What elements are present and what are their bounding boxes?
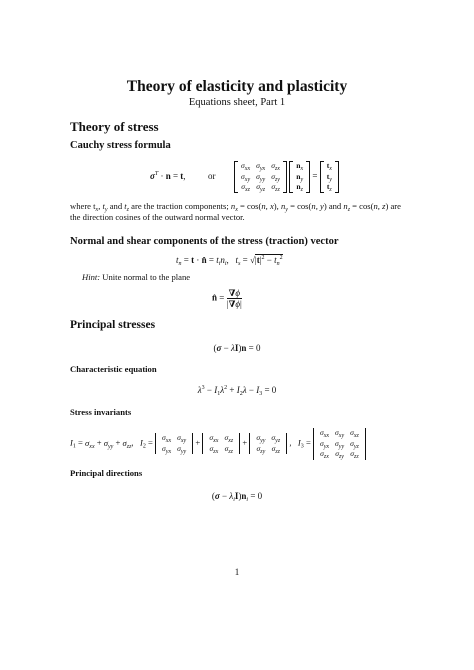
invariant-i2-determinant-xy: $\sigma_{xx}$ $\sigma_{xy}$ $\sigma_{yx}$ $\sigma_{yy}$ (155, 433, 193, 454)
cauchy-equation: $\sigma^T \cdot n = t$, or $\sigma_{xx}$ $\sigma_{yx}$ $\sigma_{zx}$ $\sigma_{xy}$ $\sigma_{yy}$ $\sigma_{zy}$ $\sigma_{xz}$ $\sigma_{yz}$ $\sigma_{zz}$ $n_x$ $n_y$ $n_z$ = $t_x$ $t_y$ $t_z$ (150, 161, 339, 193)
normal-shear-equation: $t_n = t$ · n̂ = $t_in_i$, $t_s = √|t|^2 - t_n^2$ (176, 255, 283, 267)
unit-normal-equation: n̂ = $\frac{\nabla\phi}{|\nabla\phi|}$ (212, 288, 242, 309)
subsection-heading-characteristic: Characteristic equation (70, 364, 157, 374)
subsection-heading-normal-shear: Normal and shear components of the stress (traction) vector (70, 236, 339, 247)
cauchy-description: where $t_x$, $t_y$ and $t_z$ are the traction components; $n_x = \cos(n$, x), $n_y = \cos(n$, y) and $n_z = \cos(n$, z) are the direction cosines of the outward normal vector. (70, 201, 401, 222)
invariant-i2-determinant-xz: $\sigma_{xx}$ $\sigma_{xz}$ $\sigma_{zx}$ $\sigma_{zz}$ (202, 433, 240, 454)
normal-vector-matrix: $n_x$ $n_y$ $n_z$ (289, 161, 310, 193)
cauchy-or-word: or (208, 170, 216, 181)
invariant-i3-determinant: $\sigma_{xx}$ $\sigma_{xy}$ $\sigma_{xz}$ $\sigma_{yx}$ $\sigma_{yy}$ $\sigma_{yz}$ $\sigma_{zx}$ $\sigma_{zy}$ $\sigma_{zz}$ (313, 428, 366, 460)
section-heading-principal-stresses: Principal stresses (70, 319, 156, 331)
document-title: Theory of elasticity and plasticity (126, 78, 348, 95)
principal-stress-equation: (σ − λI)n = 0 (213, 343, 261, 353)
section-heading-theory-of-stress: Theory of stress (70, 119, 159, 134)
characteristic-equation: $\lambda^3 - I_1\lambda^2 + I_2\lambda - I_3 = 0$ (197, 385, 277, 397)
subsection-heading-principal-directions: Principal directions (70, 468, 143, 478)
stress-matrix: $\sigma_{xx}$ $\sigma_{yx}$ $\sigma_{zx}$ $\sigma_{xy}$ $\sigma_{yy}$ $\sigma_{zy}$ $\sigma_{xz}$ $\sigma_{yz}$ $\sigma_{zz}$ (234, 161, 287, 193)
invariants-equation: $I_1 = \sigma_{xx} + \sigma_{yy} + \sigma_{zz}$, $I_2$ = $\sigma_{xx}$ $\sigma_{xy}$ $\sigma_{yx}$ $\sigma_{yy}$ + $\sigma_{xx}$ $\sigma_{xz}$ $\sigma_{zx}$ $\sigma_{zz}$ + $\sigma_{yy}$ $\sigma_{yz}$ $\sigma_{zy}$ $\sigma_{zz}$ , $I_3$ = $\sigma_{xx}$ $\sigma_{xy}$ $\sigma_{xz}$ $\sigma_{yx}$ $\sigma_{yy}$ $\sigma_{yz}$ $\sigma_{zx}$ $\sigma_{zy}$ $\sigma_{zz}$ (70, 428, 366, 460)
document-subtitle: Equations sheet, Part 1 (188, 97, 286, 108)
page-number: 1 (234, 567, 240, 577)
invariant-i2-determinant-yz: $\sigma_{yy}$ $\sigma_{yz}$ $\sigma_{zy}$ $\sigma_{zz}$ (249, 433, 287, 454)
hint-line: Hint: Unite normal to the plane (82, 272, 191, 282)
subsection-heading-cauchy: Cauchy stress formula (70, 140, 171, 151)
traction-vector-matrix: $t_x$ $t_y$ $t_z$ (320, 161, 339, 193)
principal-directions-equation: $(\sigma - \lambda_iI)n_i = 0$ (211, 491, 263, 503)
subsection-heading-invariants: Stress invariants (70, 407, 132, 417)
